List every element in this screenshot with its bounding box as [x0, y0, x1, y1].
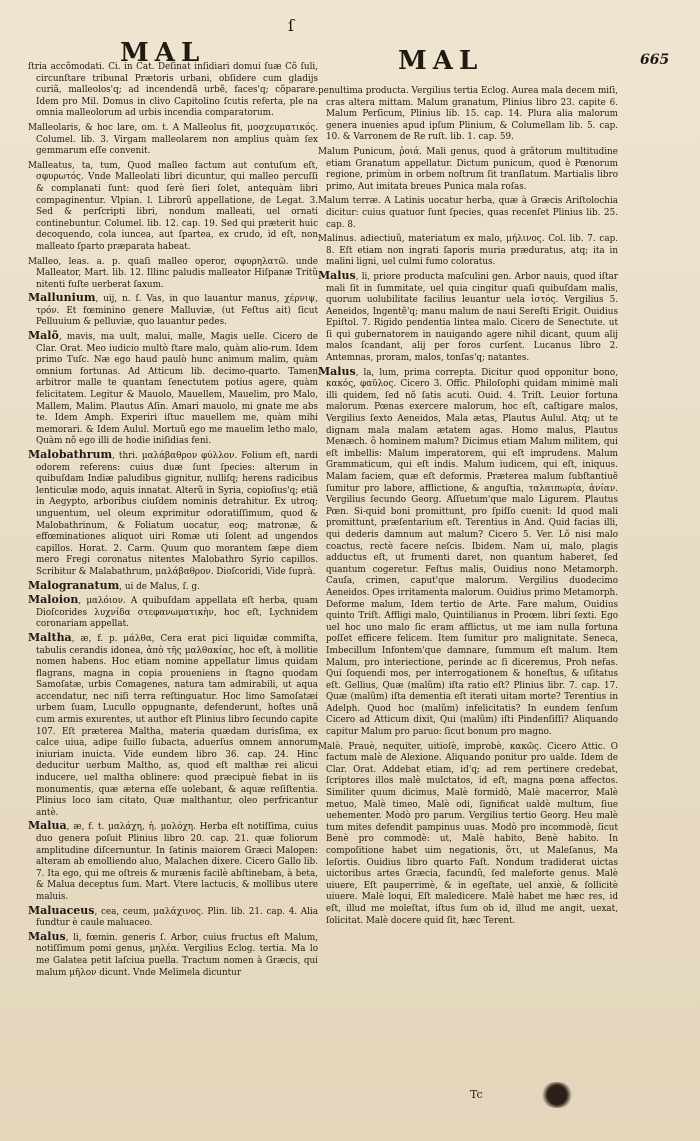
dictionary-entry [28, 632, 318, 820]
dictionary-entry [28, 820, 318, 903]
catchword: Tc [470, 1088, 483, 1101]
entry-text: Malè. Prauè, nequiter, uitioſè, improbè, κακῶς. Cicero Attic. O factum malè de Alexione. Aliquando ponitur pro ualde. Idem de Clar. Orat. Addebat etiam, id'q; ad rem pertinere credebat, ſcriptores illos malè mulctatos, id eſt, magna pœna affectos. Similiter quum dicimus, Malè formidò, Malè macerror, Malè metuo, Malè timeo, Malè odi, ſignificat ualdè multum, ſiue uehementer. Modò pro parum. Vergilius tertio Georg. Heu malè tum mites defendit pampinus uuas. Modò pro incommodè, ſicut Benè pro commodè: ut, Malè habito, Benè habito. In compoſitione habet uim negationis, ὅτι, ut Maleſanus, Ma leſortis. Ouidius libro quarto Faſt. Nondum tradiderat uictas uictoribus artes Græcia, facundũ, ſed maleforte genus. Malè uiuere, Eſt pauperrimè, & in egeſtate, uel anxiè, & ſollicitè uiuere. Malè loqui, Eſt maledicere. Malè habet me hæc res, id eſt, illud me moleſtat, iſtus ſum ob id, illud me angit, uexat, ſolicitat. Malè docere quid ſit, hæc Terent. [318, 741, 618, 926]
dictionary-entry [28, 60, 318, 120]
dictionary-entry [318, 270, 618, 365]
entry-text: , thri. μαλάβαθρον φύλλον. Folium eſt, nardi odorem referens: cuius duæ ſunt ſpecies: alterum in quibuſdam Indiæ paludibus gignitur, nulliſq; herens radicibus lenticulæ modo, aquis innatat. Alterũ in Syria, copioſius'q; etiã in Aegypto, arboribus ciuſdem nominis detrahitur. Ex utroq; unguentum, uel oleum exprimitur odoratiſſimum, quod & Malobathrinum, & Foliatum uocatur, eoq; matronæ, & effœminationes aliquot uiri Romæ uti ſolent ad ungendos capillos. Horat. 2. Carm. Quum quo morantem ſæpe diem mero Fregi coronatus nitentes Malobathro Syrio capillos. Scribitur & Malabathrum, μαλάβαθρον. Dioſcoridi, Vide ſuprà. [36, 451, 318, 577]
entry-text: , cea, ceum, μαλάχινος. Plin. lib. 21. cap. 4. Alia fundtur è caule maluaceo. [36, 906, 318, 929]
dictionary-entry [28, 594, 318, 631]
entry-text: Malum terræ. A Latinis uocatur herba, quæ à Græcis Ariſtolochia dicitur: cuius quatuor ſunt ſpecies, quas recenſet Plinius lib. 25. cap. 8. [318, 196, 618, 230]
dictionary-entry [318, 366, 618, 739]
page-number: 665 [640, 52, 670, 68]
entry-headword: Malua [28, 819, 67, 833]
entry-text: , uij, n. ſ. Vas, in quo lauantur manus, χέρνιψ, τρόν. Et fœminino genere Malluviæ, (ut Feſtus ait) ſicut Pelluuium & pelluviæ, quo lauantur pedes. [36, 294, 318, 328]
entry-headword: Maloion [28, 593, 79, 607]
dictionary-entry [28, 292, 318, 329]
entry-text: , li, priore producta maſculini gen. Arbor nauis, quod iſtar mali ſit in ſummitate, uel quia cingitur quaſi quibuſdam malis, quorum uolubilitate facilius leuantur uela ἱστός. Vergilius 5. Aeneidos, Ingentẽ'q; manu malum de naui Sereſti Erigit. Ouidius Epiſtol. 7. Rigido pendentia lintea malo. Cicero de Senectute. ut ſi qui gubernatorem in nauigando agere nihil dicant, quum alij malos ſcandant, alij per foros curſent. Lucanus libro 2. Antemnas, proram, malos, tonſas'q; natantes. [326, 271, 618, 364]
entry-text: , la, lum, prima correpta. Dicitur quod opponitur bono, κακός, φαῦλος. Cicero 3. Offic. Philoſophi quidam minimè mali illi quidem, ſed nõ ſatis acuti. Ouid. 4. Triſt. Leuior fortuna malorum. Pœnas exercere malorum, hoc eſt, caſtigare malos, Vergilius ſexto Aeneidos, Mala ætas, Plautus Aulul. Atq; ut te dignam mala malam ætatem agas. Homo malus, Plautus Menæch. ô hominem malum? Dicimus etiam Malum militem, qui eſt imbellis: Malum imperatorem, qui eſt imprudens. Malum Grammaticum, qui eſt indis. Malum iudicem, qui eſt, iniquus. Malam faciem, quæ eſt deformis. Præterea malum ſubſtantiuẽ ſumitur pro labore, afflictione, & anguſtia, ταλαιπωρία, ἀνίαν. Vergilius ſecundo Georg. Aſſuetum'que malo Ligurem. Plautus Pœn. Si-quid boni promittunt, pro ſpiſſo cuenit: Id quod mali promittunt, præſentarium eſt. Terentius in And. Quid facias illi, qui dederis damnum aut malum? Cicero 5. Ver. Lõ nisi malo coactus, rectè facere neſcis. Ibidem. Nam ui, malo, plagis adductus eſt, ut frumenti daret, non quantum haberet, ſed quantum cogeretur. Feſtus malis, Ouidius nono Metamorph. Cauſa, crimen, caput'que malorum. Vergilius duodecimo Aeneidos. Opes irritamenta malorum. Ouidius primo Metamorph. Deforme malum, Idem tertio de Arte. Fare malum, Ouidius quinto Triſt. Affligi malo, Quintilianus in Proœm. libri ſexti. Ego uel hoc uno malo ſic eram afflictus, ut me iam nulla fortuna poſſet efficere felicem. Item ſumitur pro malignitate. Seneca, Imbecillum Infontem'que damnare, ſummum eſt malum. Item Malum, pro interiectione, perinde ac ſi diceremus, Proh nefas. Qui ſoquendi mos, per interrogationem & honeſtus, & uſitatus eſt. Gellius, Quæ (malũm) iſta ratio eſt? Plinius libr. 7. cap. 17. Quæ (malũm) iſta dementia eſt iterati uitam morte? Terentius in Adelph. Quod hoc (malũm) infelicitatis? In eundem ſenſum Cicero ad Atticum dixit, Qui (malũm) iſti Pindenſiſſi? Aliquando capitur Malum pro paruo: ſicut bonum pro magno. [326, 367, 618, 738]
dictionary-entry [318, 145, 618, 193]
entry-text: ſtria accõmodati. Ci. in Cat. Deſinat inſidiari domui ſuæ Cõ ſuli, circunſtare tribunal Prætoris urbani, obſidere cum gladijs curiã, malleolos'q; ad incendendã urbẽ, faces'q; cõparare. Idem pro Mil. Domus in clivo Capitolino ſcutis referta, ple na omnia malleolorum ad urbis incendia comparatorum. [28, 62, 318, 119]
entry-headword: Malus [318, 268, 356, 282]
dictionary-entry [28, 580, 318, 594]
dictionary-entry [28, 449, 318, 579]
ink-blot [540, 1082, 574, 1108]
dictionary-entry [28, 255, 318, 292]
entry-headword: Mallunium [28, 291, 96, 305]
entry-text: Malleolaris, & hoc lare, om. t. A Malleolus fit, μοσχευματικός. Columel. lib. 3. Virgam malleolarem non amplius quàm ſex gemmarum eſſe convenit. [28, 122, 318, 157]
dictionary-entry [28, 159, 318, 254]
dictionary-entry [28, 905, 318, 930]
dictionary-entry [28, 330, 318, 448]
dictionary-entry [28, 931, 318, 979]
entry-text: Malinus. adiectiuũ, materiatum ex malo, μήλινος. Col. lib. 7. cap. 8. Eſt etiam non ingrati ſaporis muria præduratus, atq; ita in malini ligni, uel culmi fumo coloratus. [318, 234, 618, 268]
entry-headword: Maltha [28, 630, 72, 644]
entry-text: Malum Punicum, ῥοιά. Mali genus, quod à grãtorum multitudine etiam Granatum appellatur. Dictum punicum, quod è Pœnorum regione, primùm in orbem noſtrum ſit tranſlatum. Martialis libro primo, Aut imitata breues Punica mala roſas. [318, 146, 618, 192]
dictionary-entry [318, 232, 618, 269]
header-left-word: MAL [120, 38, 206, 68]
entry-text: , mavis, ma uult, malui, malle, Magis uelle. Cicero de Clar. Orat. Meo iudicio multò ſtare malo, quàm alio-rum. Idem primo Tuſc. Næ ego haud paulò hunc animum malim, quàm omnium fortunas. Ad Atticum lib. decimo-quarto. Tamen arbitror malle te quantam ſenectutem potius agere, quàm felicitatem. Legitur & Mauolo, Mauellem, Mauelim, pro Malo, Mallem, Malim. Plautus Aſin. Amari mauolo, mi gnate me abs te. Idem Amph. Experiri iſtuc mauellem me, quàm mihi memorari. & Idem Aulul. Mortuũ ego me mauelim letho malo, Quàm nõ ego illi de hodie iniſidias feni. [36, 332, 318, 447]
entry-headword: Malõ [28, 329, 59, 343]
header-right-word: MAL [398, 46, 484, 76]
right-column [318, 84, 618, 928]
entry-text: Malleo, leas. a. p. quaſi malleo operor, σφυρηλατῶ. unde Malleator, Mart. lib. 12. Illinc paludis malleator Hiſpanæ Tritũ nitenti fuſte uerberat ſaxum. [28, 256, 318, 290]
entry-headword: Malogranatum [28, 578, 120, 592]
entry-text: , æ, f. t. μαλάχη, ἡ. μολόχη. Herba eſt notiſſima, cuius duo genera poſuit Plinius libro 20. cap. 21. quæ foliorum amplitudine diſcernuntur. In ſatinis maiorem Græci Malopen: alteram ab emolliendo aluo, Malachen dixere. Cicero Gallo lib. 7. Ita ego, qui me oſtreis & murænis facilè abſtinebam, à beta, & Malua deceptus ſum. Mart. Vtere lactucis, & mollibus utere maluis. [36, 822, 318, 902]
dictionary-entry [28, 121, 318, 158]
entry-headword: Malobathrum [28, 448, 113, 461]
left-column [28, 60, 318, 980]
entry-text: Malleatus, ta, tum, Quod malleo factum aut contuſum eſt, σφυρωτός. Vnde Malleolati libri dicuntur, qui malleo percuſſi & complanati ſunt: quod ſerè ſieri ſolet, antequàm libri compaginentur. Vlpian. l. Librorũ appellatione, de Legat. 3. Sed & perſcripti libri, nondum malleati, uel ornati continebuntur. Columel. lib. 12. cap. 19. Sed qui præterit huic decoquendo, cola iuncea, aut ſpartea, ex crudo, id eſt, non malleato ſparto præparata habeat. [28, 160, 318, 252]
entry-text: , ui de Malus, ſ. g. [119, 581, 200, 592]
dictionary-entry [318, 194, 618, 231]
header-mark: ſ [288, 16, 294, 35]
dictionary-entry [318, 84, 618, 144]
entry-text: , æ, f. p. μάλθα, Cera erat pici liquidæ commiſta, tabulis cerandis idonea, ἀπὸ τῆς μαλθακίας, hoc eſt, à mollitie nomen habens. Hoc etiam nomine appellatur limus quidam flagrans, magna in copia proueniens in ſtagno quodam Samoſatæ, urbis Comagenes, natura tam admirabili, ut aqua accendatur, nec niſi terra reſtinguatur. Hoc limo Samoſatæi urbem ſuam, Lucullo oppugnante, defenderunt, hoſtes unã cum armis exurentes, ut author eſt Plinius libro ſecundo capite 107. Eſt præterea Maltha, materia quædam durisſima, ex calce uiua, adipe ſuillo ſubacta, aduerſus omnem annorum iniuriam inuicta. Vide eundem libro 36. cap. 24. Hinc deducitur uerbum Maltho, as, quod eſt malthæ rei alicui inducere, uel maltha oblinere: quod præcipuè fiebat in iis monumentis, quæ æterna eſſe uolebant, & aquæ reſiſtentia. Plinius loco iam citato, Quæ malthantur, oleo perfricantur antè. [36, 633, 318, 818]
entry-text: , μαλόιον. A quibuſdam appellata eſt herba, quam Dioſcorides λυχνίδα στεφανωματικὴν, hoc eſt, Lychnidem coronariam appellat. [36, 596, 318, 630]
entry-headword: Maluaceus [28, 903, 95, 917]
entry-headword: Malus [318, 364, 356, 378]
entry-headword: Malus [28, 929, 66, 943]
entry-text: penultima producta. Vergilius tertia Eclog. Aurea mala decem miſi, cras altera mittam. Malum granatum, Plinius libro 23. capite 6. Malum Perſicum, Plinius lib. 15. cap. 14. Plura alia malorum genera inuenies apud ipſum Plinium, & Columellam lib. 5. cap. 10. & Varronem de Re ruſt. lib. 1. cap. 59. [318, 86, 618, 143]
dictionary-entry [318, 740, 618, 928]
entry-text: , li, fœmin. generis ſ. Arbor, cuius fructus eſt Malum, notiſſimum pomi genus, μηλέα. Vergilius Eclog. tertia. Ma lo me Galatea petit laſciua puella. Tractum nomen à Græcis, qui malum μῆλον dicunt. Vnde Melimela dicuntur [36, 932, 318, 978]
